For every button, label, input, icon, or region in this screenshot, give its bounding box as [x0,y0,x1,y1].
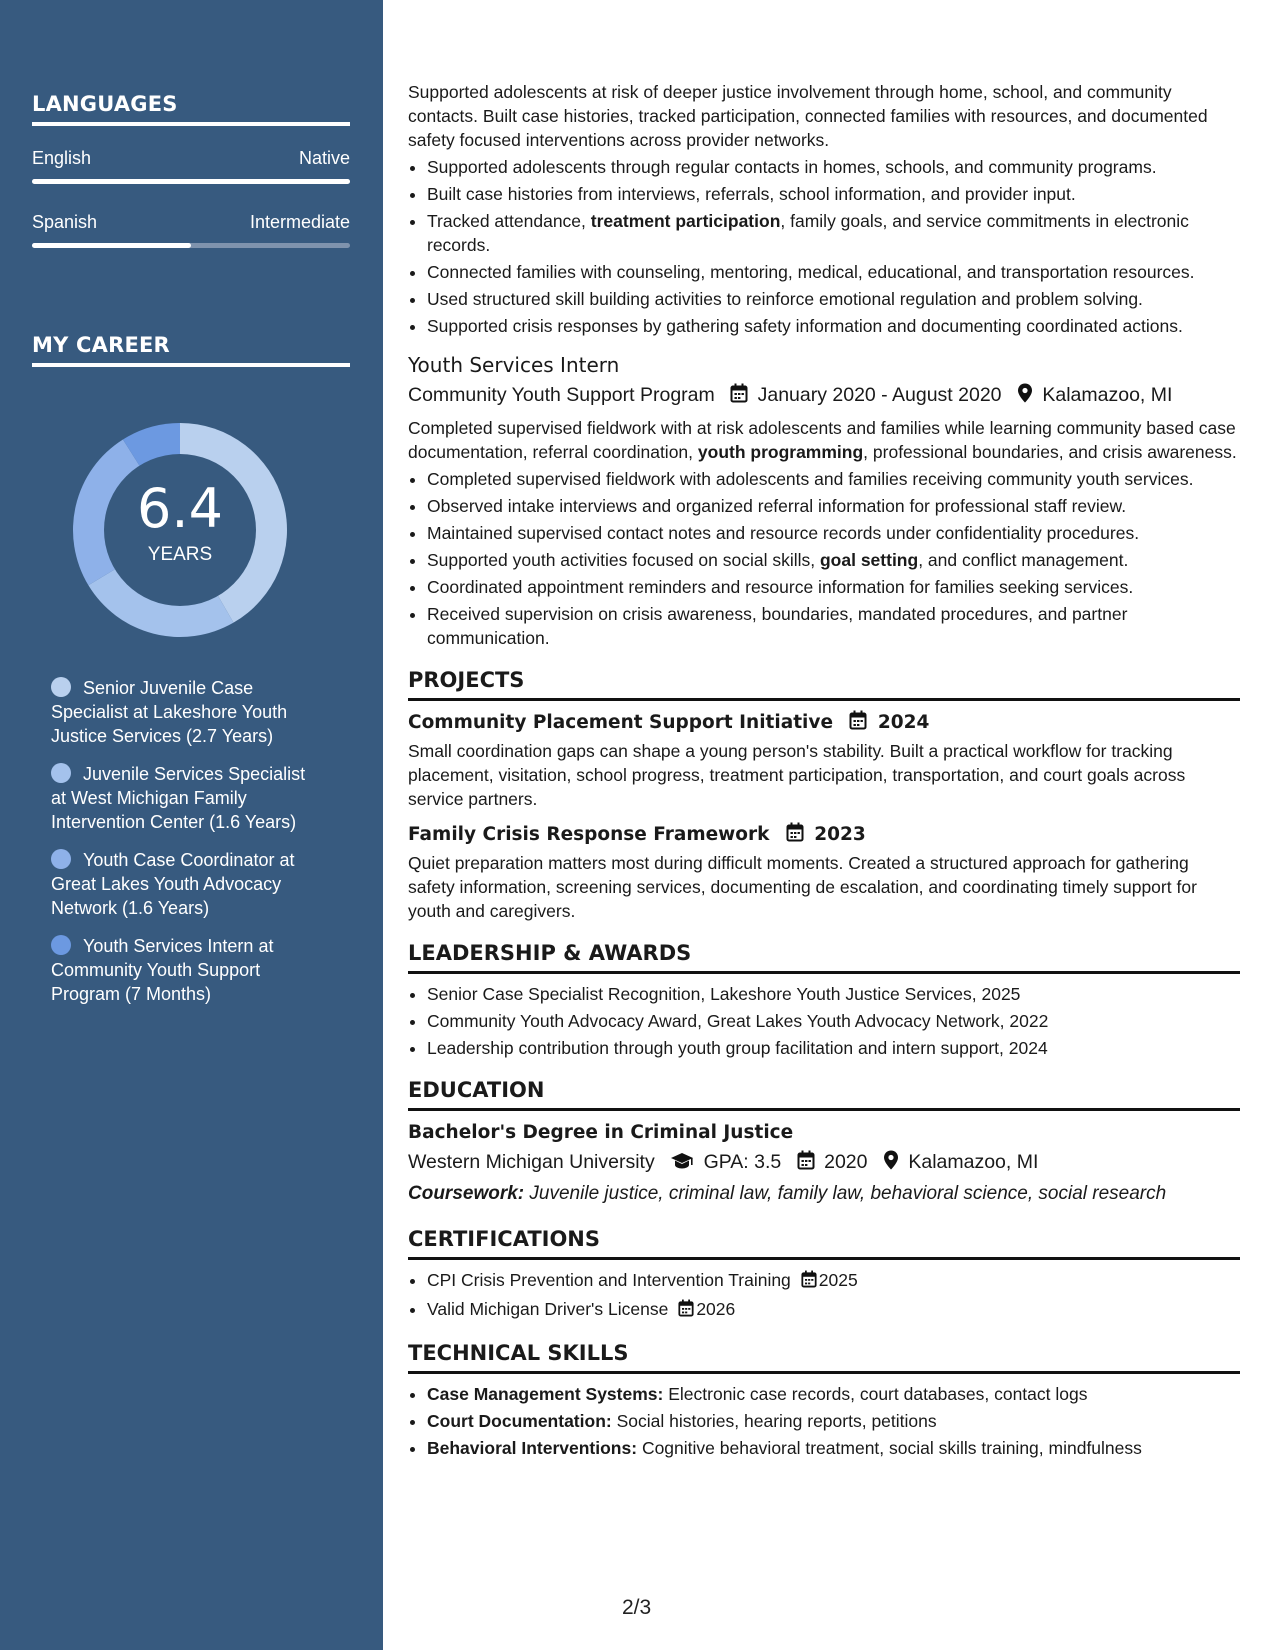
career-legend-item [51,676,321,748]
bullet-item: • Received supervision on crisis awareness, boundaries, mandated procedures, and partner communication. [427,602,1240,650]
bullet-item [427,209,1240,257]
job-bullets [408,155,1240,338]
certification-name: Valid Michigan Driver's License [427,1299,669,1319]
language-item [32,148,350,184]
bullet-emphasis: goal setting [819,550,919,570]
bullet-text: Supported youth activities focused on social skills, [427,550,820,570]
project-title: Family Crisis Response Framework [408,824,770,845]
bullet-item: • Built case histories from interviews, referrals, school information, and provider input. [427,182,1240,206]
career-section [32,333,350,367]
graduation-year: 2020 [824,1151,868,1173]
bullet-text: , family goals, and service commitments in electronic records. [427,211,1189,255]
certification-item [427,1297,1240,1323]
summary-text: Completed supervised fieldwork with at risk adolescents and families while learning community based case documentation, referral coordination, [408,418,1236,462]
career-donut-chart [60,410,300,650]
graduation-cap-icon [670,1149,694,1179]
summary-emphasis: youth programming [697,442,864,462]
skill-value: Social histories, hearing reports, petitions [616,1411,937,1431]
certification-year: 2025 [818,1270,858,1290]
language-name: Spanish [32,212,98,232]
languages-title: LANGUAGES [32,92,350,126]
project-year: 2023 [814,824,866,845]
language-bar-fill [32,243,191,248]
career-title: MY CAREER [32,333,350,367]
bullet-text: , and conflict management. [918,550,1129,570]
career-legend [51,676,321,1020]
bullet-item: • Coordinated appointment reminders and resource information for families seeking services. [427,575,1240,599]
project-heading [408,709,1240,739]
leadership-item: • Community Youth Advocacy Award, Great Lakes Youth Advocacy Network, 2022 [427,1009,1240,1033]
career-legend-label: Senior Juvenile Case Specialist at Lakeshore Youth Justice Services (2.7 Years) [51,678,288,746]
career-legend-label: Juvenile Services Specialist at West Michigan Family Intervention Center (1.6 Years) [51,764,306,832]
section-title-certifications: CERTIFICATIONS [408,1225,1240,1260]
career-legend-label: Youth Services Intern at Community Youth Support Program (7 Months) [51,936,274,1004]
section-title-education: EDUCATION [408,1076,1240,1111]
project-item [408,821,1240,923]
language-level: Intermediate [249,212,350,232]
language-level: Native [298,148,350,168]
bullet-item: • Supported crisis responses by gathering safety information and documenting coordinated actions. [427,314,1240,338]
certifications-list [408,1268,1240,1323]
calendar-icon [797,1149,815,1179]
legend-dot-icon [51,763,71,783]
career-legend-item [51,934,321,1006]
donut-unit: YEARS [147,544,213,565]
legend-dot-icon [51,935,71,955]
skill-label: Behavioral Interventions: [427,1438,638,1458]
job-bullets [408,467,1240,650]
leadership-list [408,982,1240,1060]
bullet-item: • Observed intake interviews and organized referral information for professional staff review. [427,494,1240,518]
legend-dot-icon [51,849,71,869]
bullet-item: • Connected families with counseling, mentoring, medical, educational, and transportation resources. [427,260,1240,284]
job-summary [408,416,1240,464]
job-organization: Community Youth Support Program [408,384,715,406]
summary-text: , professional boundaries, and crisis awareness. [863,442,1237,462]
sidebar [0,0,383,1650]
degree-title: Bachelor's Degree in Criminal Justice [408,1122,794,1143]
coursework-list: Juvenile justice, criminal law, family law, behavioral science, social research [529,1183,1167,1204]
job-location: Kalamazoo, MI [1042,384,1173,406]
bullet-item [427,548,1240,572]
calendar-icon [801,1270,817,1294]
leadership-item: • Senior Case Specialist Recognition, Lakeshore Youth Justice Services, 2025 [427,982,1240,1006]
section-title-leadership: LEADERSHIP & AWARDS [408,939,1240,974]
career-legend-label: Youth Case Coordinator at Great Lakes Youth Advocacy Network (1.6 Years) [51,850,295,918]
skill-item [427,1409,1240,1433]
language-bar [32,179,350,184]
skill-value: Electronic case records, court databases, contact logs [668,1384,1088,1404]
bullet-emphasis: treatment participation [590,211,781,231]
project-description: Small coordination gaps can shape a young person's stability. Built a practical workflow for tracking placement, visitation, school progress, treatment participation, transportation, and court goals across service partners. [408,741,1186,809]
skill-item [427,1382,1240,1406]
language-name: English [32,148,92,168]
project-item [408,709,1240,811]
location-pin-icon [883,1149,899,1179]
bullet-item: • Completed supervised fieldwork with adolescents and families receiving community youth services. [427,467,1240,491]
job-title: Youth Services Intern [408,353,620,377]
career-legend-item [51,762,321,834]
career-legend-item [51,848,321,920]
section-title-skills: TECHNICAL SKILLS [408,1339,1240,1374]
language-item [32,212,350,248]
main-content [408,80,1240,1463]
language-bar [32,243,350,248]
skill-label: Case Management Systems: [427,1384,664,1404]
calendar-icon [849,710,867,739]
skill-item [427,1436,1240,1460]
gpa: GPA: 3.5 [703,1151,782,1173]
job-dates: January 2020 - August 2020 [757,384,1002,406]
donut-value: 6.4 [137,477,223,540]
job-meta [408,380,1240,412]
calendar-icon [786,822,804,851]
language-bar-fill [32,179,350,184]
certification-year: 2026 [696,1299,736,1319]
project-description: Quiet preparation matters most during difficult moments. Created a structured approach for gathering safety information, screening services, documenting de escalation, and coordinating timely support for youth and caregivers. [408,853,1197,921]
bullet-text: Tracked attendance, [427,211,591,231]
bullet-item: • Maintained supervised contact notes and resource records under confidentiality procedures. [427,521,1240,545]
skill-value: Cognitive behavioral treatment, social skills training, mindfulness [641,1438,1142,1458]
leadership-item: • Leadership contribution through youth group facilitation and intern support, 2024 [427,1036,1240,1060]
project-title: Community Placement Support Initiative [408,712,833,733]
location-pin-icon [1017,382,1033,412]
project-year: 2024 [877,712,930,733]
languages-section [32,92,350,248]
coursework-label: Coursework: [408,1183,525,1204]
school-name: Western Michigan University [408,1151,655,1173]
skill-label: Court Documentation: [427,1411,612,1431]
school-location: Kalamazoo, MI [908,1151,1039,1173]
coursework [408,1179,1240,1209]
certification-name: CPI Crisis Prevention and Intervention Training [427,1270,791,1290]
job-summary: Supported adolescents at risk of deeper justice involvement through home, school, and community contacts. Built case histories, tracked participation, connected families with resources, and documented safety focused interventions across provider networks. [408,82,1208,150]
legend-dot-icon [51,677,71,697]
certification-item [427,1268,1240,1294]
calendar-icon [730,382,748,412]
bullet-item: • Supported adolescents through regular contacts in homes, schools, and community programs. [427,155,1240,179]
calendar-icon [678,1299,694,1323]
skills-list [408,1382,1240,1460]
section-title-projects: PROJECTS [408,666,1240,701]
page-number: 2/3 [622,1596,652,1619]
project-heading [408,821,1240,851]
bullet-item: • Used structured skill building activities to reinforce emotional regulation and problem solving. [427,287,1240,311]
education-meta [408,1147,1240,1179]
